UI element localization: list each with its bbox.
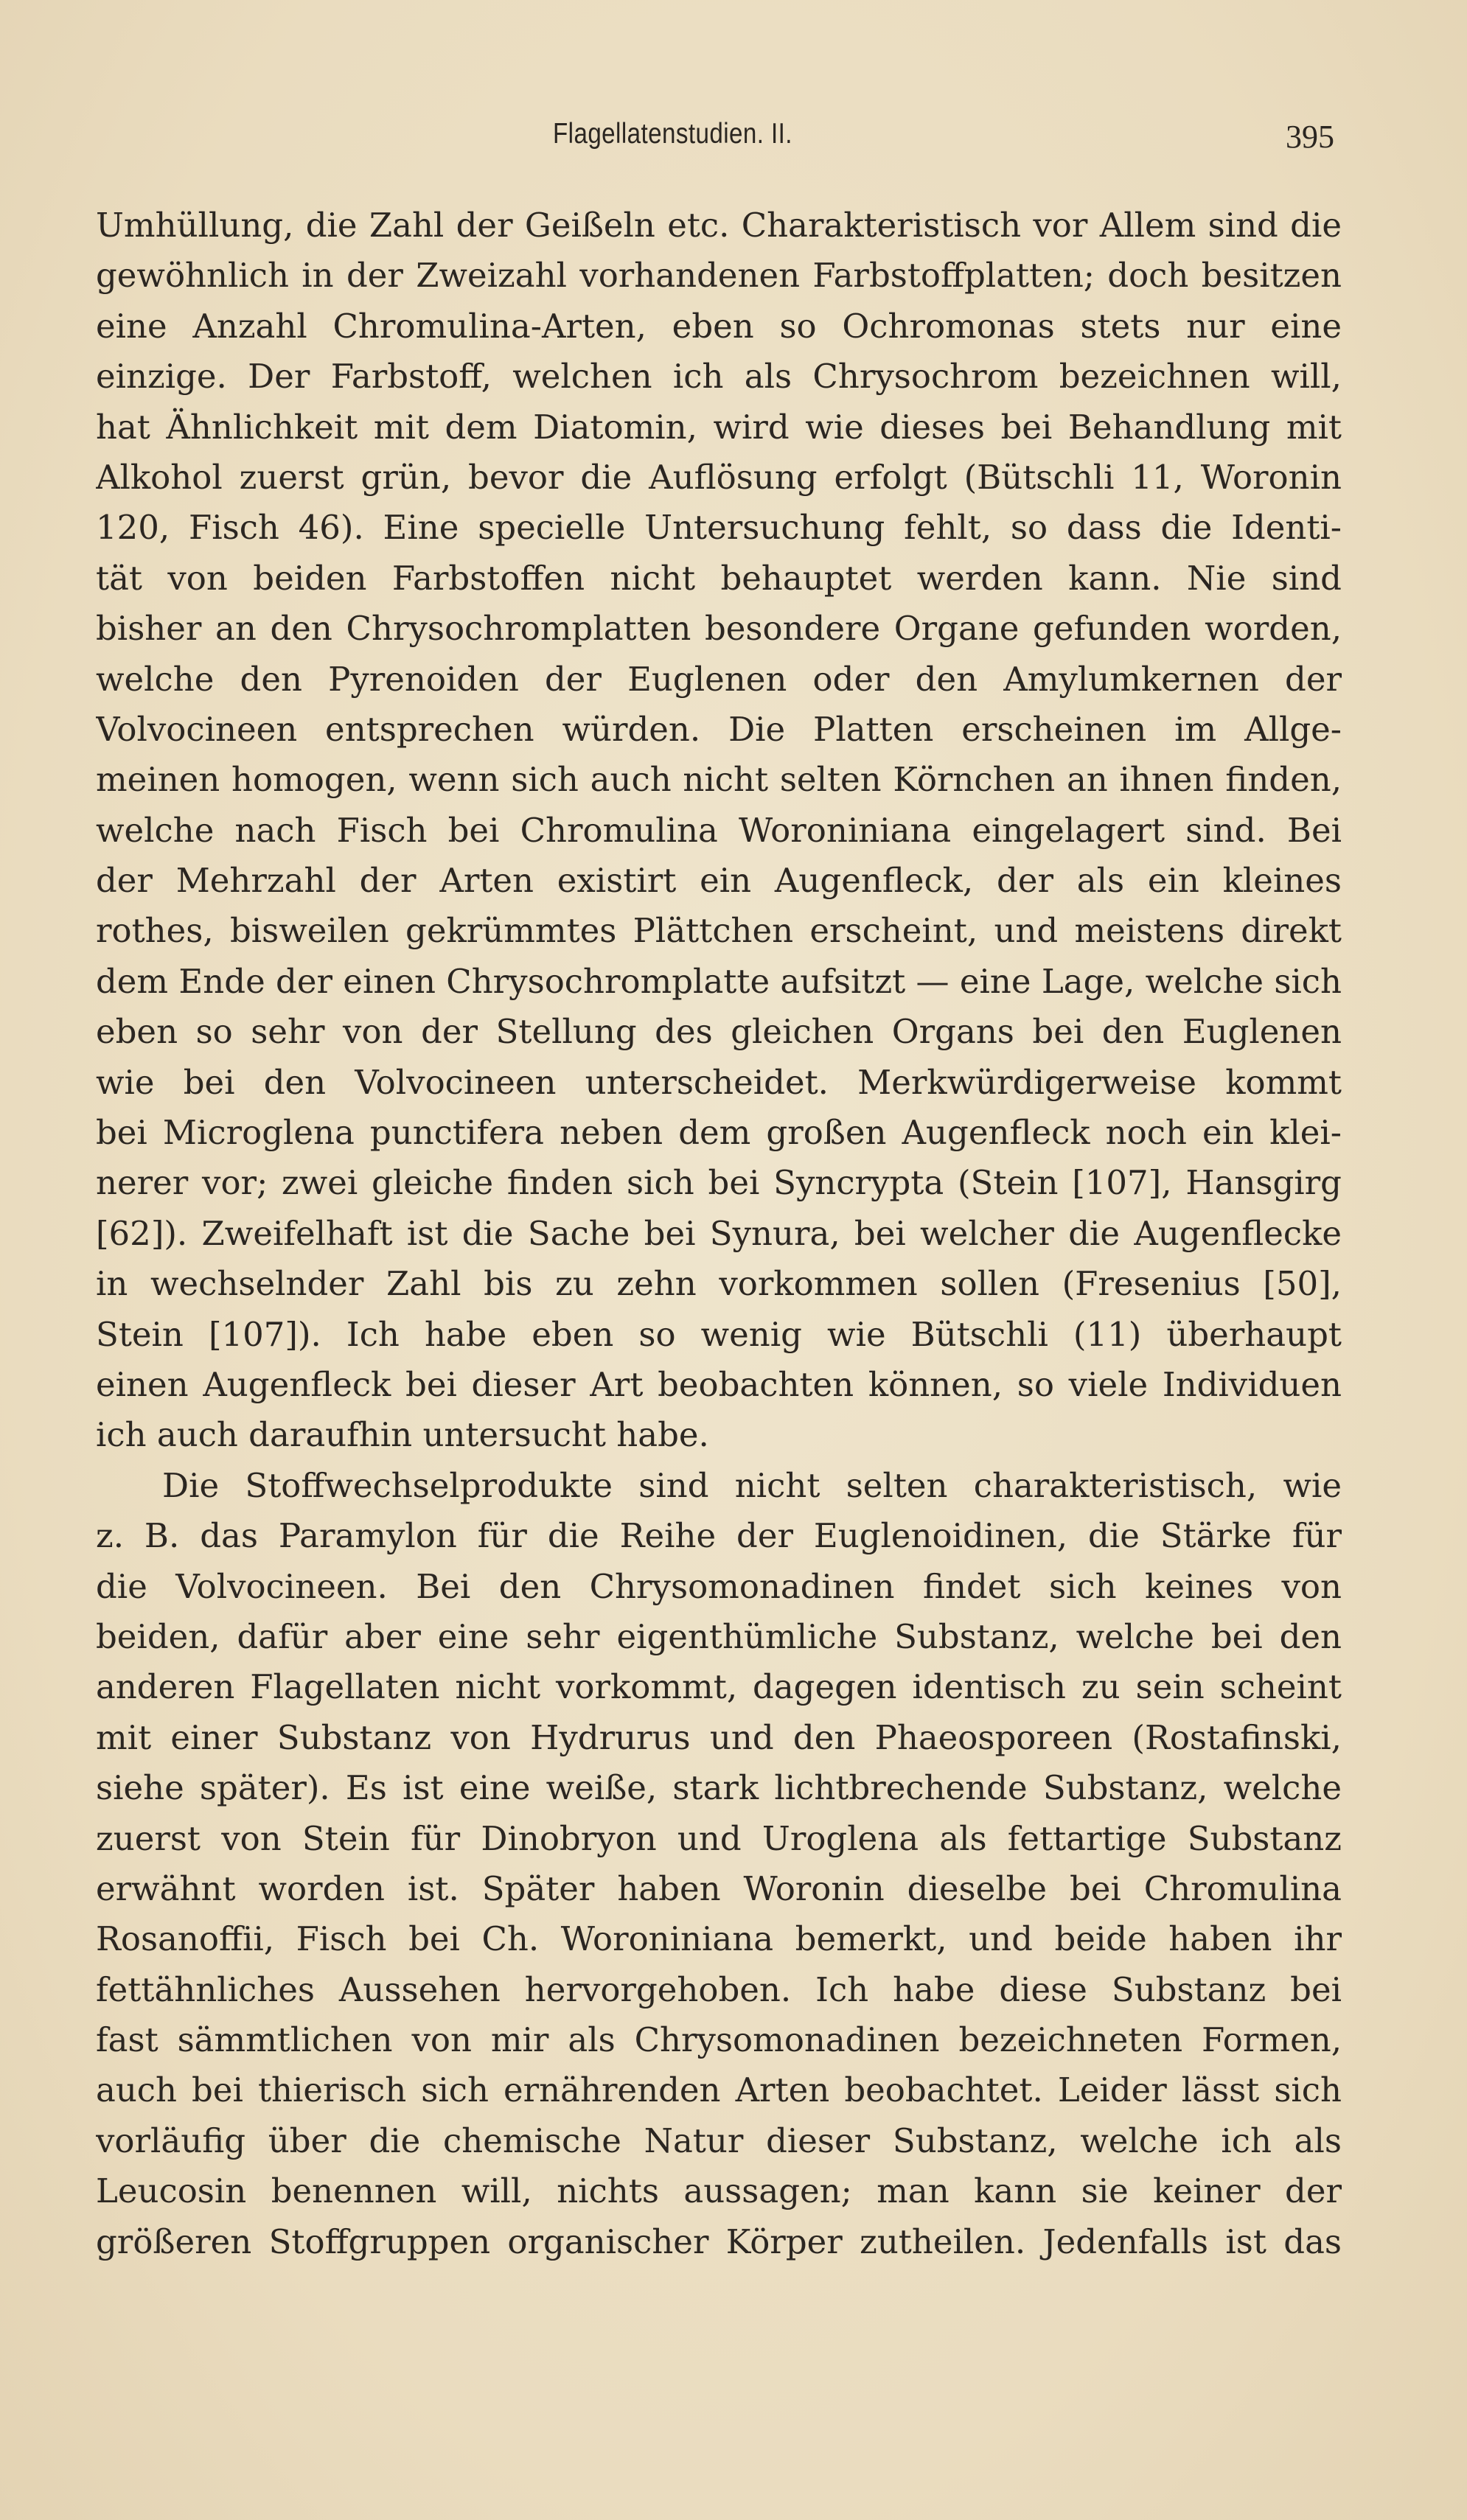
text-line: 120, Fisch 46). Eine specielle Untersuchung fehlt, so dass die Identi- <box>96 508 1342 548</box>
text-line: z. B. das Paramylon für die Reihe der Euglenoidinen, die Stärke für <box>96 1516 1342 1556</box>
text-line: zuerst von Stein für Dinobryon und Uroglena als fettartige Substanz <box>96 1818 1342 1858</box>
text-line-paragraph-end: ich auch daraufhin untersucht habe. <box>96 1415 709 1455</box>
text-line: bisher an den Chrysochromplatten besondere Organe gefunden worden, <box>96 609 1342 649</box>
running-head <box>96 118 1334 170</box>
text-line: fettähnliches Aussehen hervorgehoben. Ich habe diese Substanz bei <box>96 1969 1342 2009</box>
text-line: eben so sehr von der Stellung des gleichen Organs bei den Euglenen <box>96 1012 1342 1052</box>
body-text <box>96 200 1342 2267</box>
text-line: anderen Flagellaten nicht vorkommt, dagegen identisch zu sein scheint <box>96 1667 1342 1707</box>
text-line: Volvocineen entsprechen würden. Die Platten erscheinen im Allge- <box>96 709 1342 749</box>
text-line: bei Microglena punctifera neben dem großen Augenfleck noch ein klei- <box>96 1113 1342 1153</box>
text-line: vorläufig über die chemische Natur dieser Substanz, welche ich als <box>96 2121 1342 2160</box>
text-line: erwähnt worden ist. Später haben Woronin dieselbe bei Chromulina <box>96 1868 1342 1908</box>
page-number: 395 <box>1286 119 1334 155</box>
text-line: mit einer Substanz von Hydrurus und den Phaeosporeen (Rostafinski, <box>96 1717 1342 1757</box>
running-title: Flagellatenstudien. II. <box>553 118 792 150</box>
text-line: siehe später). Es ist eine weiße, stark lichtbrechende Substanz, welche <box>96 1768 1342 1808</box>
text-line: Leucosin benennen will, nichts aussagen; man kann sie keiner der <box>96 2171 1342 2211</box>
text-line: auch bei thierisch sich ernährenden Arten beobachtet. Leider lässt sich <box>96 2070 1342 2110</box>
text-line: der Mehrzahl der Arten existirt ein Augenfleck, der als ein kleines <box>96 861 1342 901</box>
text-line: nerer vor; zwei gleiche finden sich bei Syncrypta (Stein [107], Hansgirg <box>96 1163 1342 1203</box>
text-line: tät von beiden Farbstoffen nicht behauptet werden kann. Nie sind <box>96 558 1342 598</box>
text-line: rothes, bisweilen gekrümmtes Plättchen erscheint, und meistens direkt <box>96 911 1342 951</box>
text-line: Stein [107]). Ich habe eben so wenig wie Bütschli (11) überhaupt <box>96 1314 1342 1354</box>
text-line: [62]). Zweifelhaft ist die Sache bei Synura, bei welcher die Augenflecke <box>96 1213 1342 1253</box>
text-line: einzige. Der Farbstoff, welchen ich als Chrysochrom bezeichnen will, <box>96 357 1342 397</box>
text-line: meinen homogen, wenn sich auch nicht selten Körnchen an ihnen finden, <box>96 760 1342 800</box>
text-line: fast sämmtlichen von mir als Chrysomonadinen bezeichneten Formen, <box>96 2020 1342 2060</box>
text-line: Umhüllung, die Zahl der Geißeln etc. Charakteristisch vor Allem sind die <box>96 206 1342 245</box>
text-line-paragraph-start: Die Stoffwechselprodukte sind nicht selten charakteristisch, wie <box>162 1465 1342 1505</box>
text-line: Rosanoffii, Fisch bei Ch. Woroniniana bemerkt, und beide haben ihr <box>96 1919 1342 1959</box>
text-line: hat Ähnlichkeit mit dem Diatomin, wird wie dieses bei Behandlung mit <box>96 407 1342 447</box>
text-line: in wechselnder Zahl bis zu zehn vorkommen sollen (Fresenius [50], <box>96 1264 1342 1304</box>
text-line: welche nach Fisch bei Chromulina Woroniniana eingelagert sind. Bei <box>96 810 1342 850</box>
text-line: Alkohol zuerst grün, bevor die Auflösung erfolgt (Bütschli 11, Woronin <box>96 457 1342 497</box>
text-line: gewöhnlich in der Zweizahl vorhandenen Farbstoffplatten; doch besitzen <box>96 256 1342 296</box>
text-line: welche den Pyrenoiden der Euglenen oder den Amylumkernen der <box>96 659 1342 699</box>
text-line: dem Ende der einen Chrysochromplatte aufsitzt — eine Lage, welche sich <box>96 961 1342 1001</box>
text-line: beiden, dafür aber eine sehr eigenthümliche Substanz, welche bei den <box>96 1616 1342 1656</box>
text-line: eine Anzahl Chromulina-Arten, eben so Ochromonas stets nur eine <box>96 306 1342 346</box>
text-line: einen Augenfleck bei dieser Art beobachten können, so viele Individuen <box>96 1364 1342 1404</box>
text-line: die Volvocineen. Bei den Chrysomonadinen findet sich keines von <box>96 1566 1342 1606</box>
text-line: wie bei den Volvocineen unterscheidet. Merkwürdigerweise kommt <box>96 1062 1342 1102</box>
text-line: größeren Stoffgruppen organischer Körper zutheilen. Jedenfalls ist das <box>96 2221 1342 2261</box>
